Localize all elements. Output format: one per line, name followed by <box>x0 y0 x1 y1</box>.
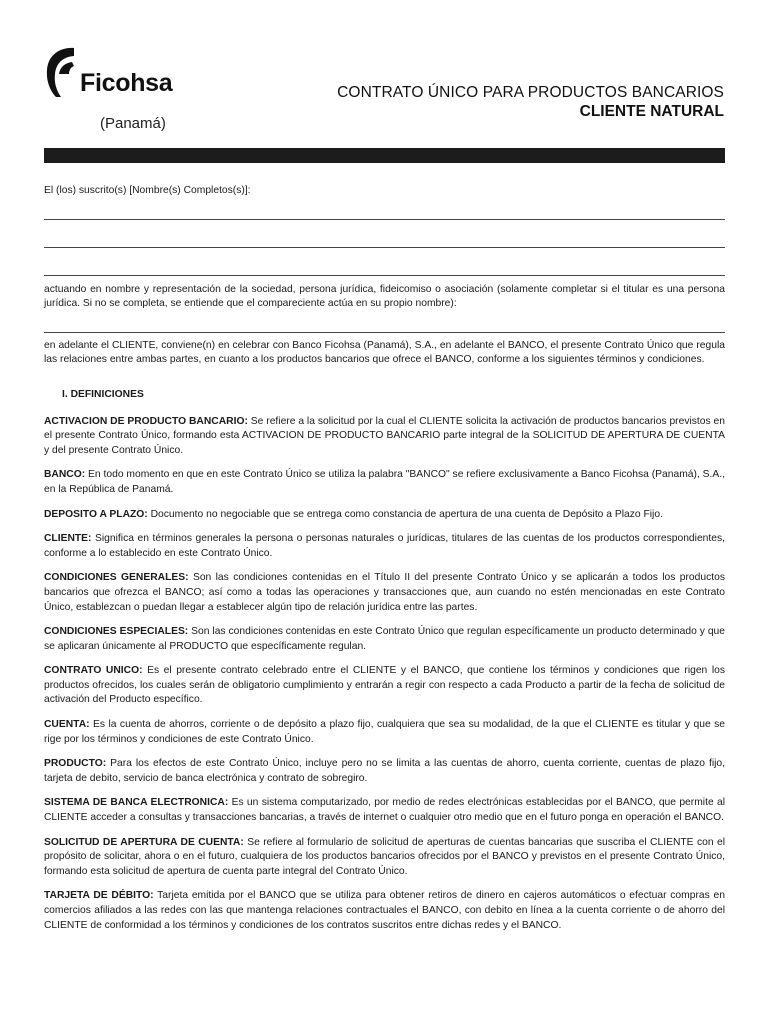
definition-text: Se refiere al formulario de solicitud de aperturas de cuentas bancarias que suscriba el CLIENTE con el propósito de solicitar, ahora o en el futuro, cualquiera de los productos bancarios ofrecidos por el BANCO y previstos en el presente Contrato Único, formando esta solicitud de apertura de cuenta parte integral del Contrato Único. <box>44 836 726 877</box>
definition-term: CLIENTE: <box>44 533 92 545</box>
definition-text: Se refiere a la solicitud por la cual el CLIENTE solicita la activación de productos bancarios previstos en el presente Contrato Único, formando esta ACTIVACION DE PRODUCTO BANCARIO parte integral de la SOLICITUD DE APERTURA DE CUENTA y del presente Contrato Único. <box>44 415 725 456</box>
definition-text: Significa en términos generales la persona o personas naturales o jurídicas, titulares de las cuentas de los productos correspondientes, conforme a lo establecido en este Contrato Único. <box>44 533 725 559</box>
definition-item <box>44 532 725 561</box>
signer-label: El (los) suscrito(s) [Nombre(s) Completos(s)]: <box>44 185 251 196</box>
ficohsa-swoosh-icon <box>44 46 78 98</box>
ficohsa-logo <box>44 46 194 102</box>
definition-term: TARJETA DE DÉBITO: <box>44 890 154 902</box>
definition-term: BANCO: <box>44 469 86 481</box>
definition-term: CUENTA: <box>44 719 90 731</box>
definition-term: SISTEMA DE BANCA ELECTRONICA: <box>44 797 229 809</box>
representation-text: actuando en nombre y representación de la sociedad, persona jurídica, fideicomiso o asociación (solamente completar si el titular es una persona jurídica. Si no se completa, se entiende que el compareciente actúa en su propio nombre): <box>44 283 725 310</box>
definition-text: Son las condiciones contenidas en este Contrato Único que regulan específicamente un producto determinado y que se aplicaran únicamente al PRODUCTO que específicamente regulan. <box>44 626 726 652</box>
definition-text: Es un sistema computarizado, por medio de redes electrónicas establecidas por el BANCO, que permite al CLIENTE acceder a consultas y transacciones bancarias, a través de internet o cualquier otro medio que en el futuro ponga en operación el BANCO. <box>44 797 726 824</box>
definition-item <box>44 415 725 459</box>
definition-item <box>44 508 725 523</box>
definition-term: CONTRATO UNICO: <box>44 665 143 677</box>
definition-item <box>44 836 725 880</box>
definition-item <box>44 757 725 786</box>
title-sub: CLIENTE NATURAL <box>579 103 724 120</box>
agreement-text: en adelante el CLIENTE, conviene(n) en celebrar con Banco Ficohsa (Panamá), S.A., en adelante el BANCO, el presente Contrato Único que regula las relaciones entre ambas partes, en cuanto a los productos bancarios que ofrece el BANCO, conforme a los siguientes términos y condiciones. <box>44 339 725 366</box>
definition-text: Documento no negociable que se entrega como constancia de apertura de una cuenta de Depósito a Plazo Fijo. <box>147 508 663 520</box>
document-title <box>337 84 724 121</box>
definition-term: SOLICITUD DE APERTURA DE CUENTA: <box>44 836 244 848</box>
definition-item <box>44 889 725 933</box>
definition-term: ACTIVACION DE PRODUCTO BANCARIO: <box>44 415 248 427</box>
header-divider-bar <box>44 148 725 163</box>
brand-name: Ficohsa <box>80 69 173 97</box>
definition-term: CONDICIONES GENERALES: <box>44 572 189 584</box>
definition-text: Tarjeta emitida por el BANCO que se utiliza para obtener retiros de dinero en cajeros automáticos o efectuar compras en comercios afiliados a las redes con las que mantenga relaciones contractuales el BANCO, con debito en línea a la cuenta corriente o de ahorro del CLIENTE de conformidad a los términos y condiciones de los contratos suscritos entre dichas redes y el BANCO. <box>44 890 725 931</box>
definition-item <box>44 796 725 825</box>
definition-item <box>44 718 725 747</box>
definition-term: CONDICIONES ESPECIALES: <box>44 626 189 638</box>
definition-item <box>44 664 725 708</box>
definition-item <box>44 468 725 497</box>
definition-text: Para los efectos de este Contrato Único, incluye pero no se limita a las cuentas de ahorro, cuenta corriente, cuentas de plazo fijo, tarjeta de debito, servicio de banca electrónica y contrato de sobregiro. <box>44 758 725 784</box>
title-main: CONTRATO ÚNICO PARA PRODUCTOS BANCARIOS <box>337 84 724 101</box>
definition-text: Es la cuenta de ahorros, corriente o de depósito a plazo fijo, cualquiera que sea su modalidad, de la que el CLIENTE es titular y que se rige por los términos y condiciones de este Contrato Único. <box>44 719 725 745</box>
contract-body <box>44 184 725 933</box>
definition-item <box>44 571 725 615</box>
branch-label: (Panamá) <box>100 115 166 132</box>
definition-text: Son las condiciones contenidas en el Título II del presente Contrato Único y se aplicarán a todos los productos bancarios que ofrezca el BANCO; así como a todas las operaciones y transacciones que, aun cuando no estén mencionadas en este Contrato Único, establezcan o puedan llegar a establecer algún tipo de relación jurídica entre las partes. <box>44 572 725 613</box>
definition-item <box>44 625 725 654</box>
definition-term: DEPOSITO A PLAZO: <box>44 508 148 520</box>
definition-text: Es el presente contrato celebrado entre el CLIENTE y el BANCO, que contiene los términos y condiciones que rigen los productos ofrecidos, los cuales serán de obligatorio cumplimiento y entrarán a regir con respecto a cada Producto a partir de la fecha de solicitud de activación del Producto específico. <box>44 665 725 706</box>
section-heading-definiciones: I. DEFINICIONES <box>62 388 144 400</box>
definition-term: PRODUCTO: <box>44 758 107 770</box>
definition-text: En todo momento en que en este Contrato Único se utiliza la palabra "BANCO" se refiere exclusivamente a Banco Ficohsa (Panamá), S.A., en la República de Panamá. <box>44 469 725 495</box>
